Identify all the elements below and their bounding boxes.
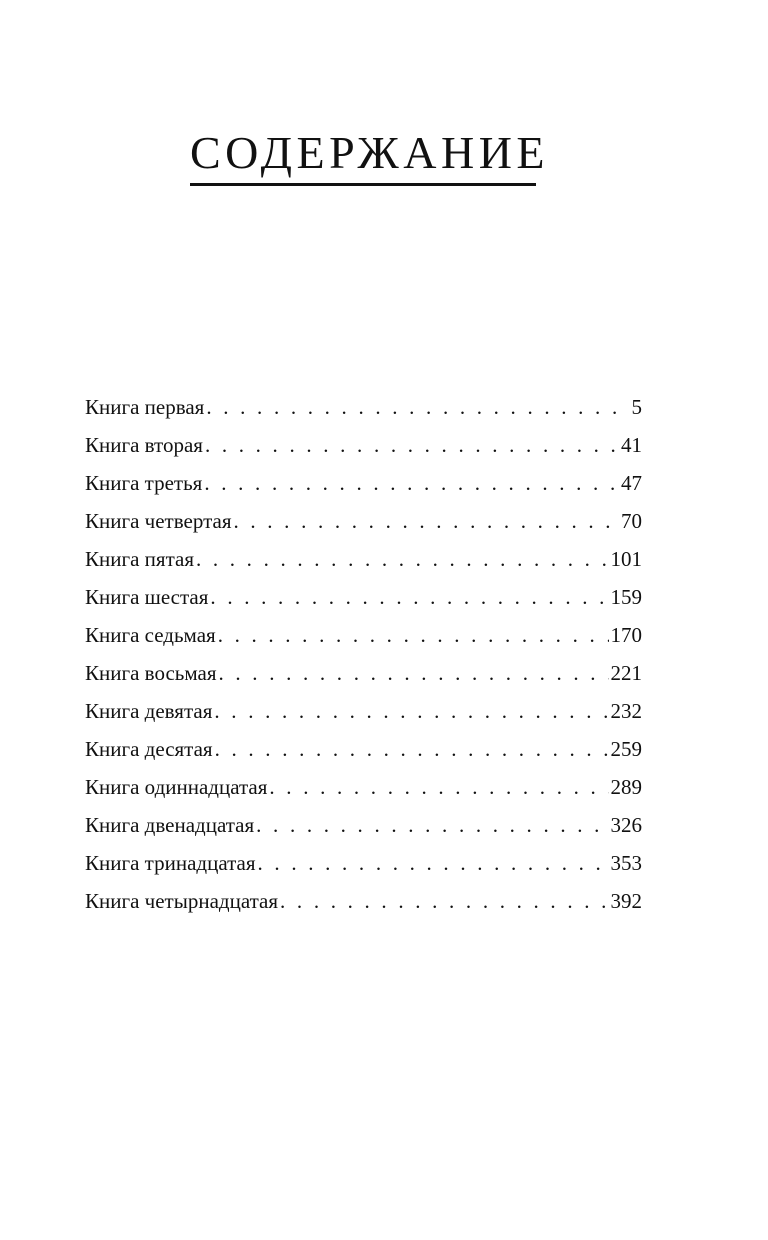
toc-entry-title: Книга седьмая bbox=[85, 623, 216, 647]
toc-entry-title: Книга шестая bbox=[85, 585, 209, 609]
dot-leader bbox=[210, 578, 608, 616]
toc-entry-title: Книга пятая bbox=[85, 547, 194, 571]
toc-entry-title: Книга девятая bbox=[85, 699, 213, 723]
toc-entry-page: 5 bbox=[631, 395, 642, 419]
toc-entry-title: Книга восьмая bbox=[85, 661, 217, 685]
toc-entry-page: 170 bbox=[610, 623, 642, 647]
toc-entry-title: Книга четвертая bbox=[85, 509, 232, 533]
toc-entry[interactable] bbox=[85, 616, 642, 654]
toc-entry[interactable] bbox=[85, 730, 642, 768]
toc-entry-page: 353 bbox=[610, 851, 642, 875]
toc-entry[interactable] bbox=[85, 426, 642, 464]
dot-leader bbox=[196, 540, 609, 578]
dot-leader bbox=[214, 692, 608, 730]
dot-leader bbox=[204, 464, 619, 502]
toc-entry-page: 259 bbox=[610, 737, 642, 761]
table-of-contents bbox=[85, 388, 642, 920]
toc-entry-page: 41 bbox=[621, 433, 642, 457]
toc-entry[interactable] bbox=[85, 464, 642, 502]
toc-entry-page: 326 bbox=[610, 813, 642, 837]
toc-entry[interactable] bbox=[85, 654, 642, 692]
dot-leader bbox=[206, 388, 629, 426]
dot-leader bbox=[233, 502, 619, 540]
toc-entry[interactable] bbox=[85, 768, 642, 806]
page-title: СОДЕРЖАНИЕ bbox=[190, 127, 550, 178]
dot-leader bbox=[280, 882, 608, 920]
toc-entry[interactable] bbox=[85, 882, 642, 920]
toc-entry-title: Книга двенадцатая bbox=[85, 813, 255, 837]
toc-entry-title: Книга десятая bbox=[85, 737, 213, 761]
toc-entry-page: 392 bbox=[610, 889, 642, 913]
toc-entry-title: Книга вторая bbox=[85, 433, 203, 457]
toc-entry-title: Книга тринадцатая bbox=[85, 851, 256, 875]
dot-leader bbox=[258, 844, 609, 882]
dot-leader bbox=[219, 654, 609, 692]
dot-leader bbox=[256, 806, 608, 844]
title-block bbox=[190, 126, 550, 186]
toc-entry[interactable] bbox=[85, 692, 642, 730]
toc-entry[interactable] bbox=[85, 388, 642, 426]
toc-entry-page: 289 bbox=[610, 775, 642, 799]
toc-entry-title: Книга четырнадцатая bbox=[85, 889, 279, 913]
toc-entry-title: Книга одиннадцатая bbox=[85, 775, 268, 799]
toc-entry-page: 101 bbox=[610, 547, 642, 571]
toc-entry[interactable] bbox=[85, 578, 642, 616]
toc-entry[interactable] bbox=[85, 806, 642, 844]
dot-leader bbox=[215, 730, 609, 768]
toc-entry-page: 232 bbox=[610, 699, 642, 723]
toc-entry[interactable] bbox=[85, 844, 642, 882]
toc-entry[interactable] bbox=[85, 502, 642, 540]
toc-entry-title: Книга первая bbox=[85, 395, 205, 419]
toc-entry-page: 47 bbox=[621, 471, 642, 495]
dot-leader bbox=[218, 616, 609, 654]
toc-entry-page: 221 bbox=[610, 661, 642, 685]
toc-entry[interactable] bbox=[85, 540, 642, 578]
toc-entry-title: Книга третья bbox=[85, 471, 203, 495]
dot-leader bbox=[205, 426, 619, 464]
dot-leader bbox=[269, 768, 608, 806]
toc-entry-page: 159 bbox=[610, 585, 642, 609]
toc-entry-page: 70 bbox=[621, 509, 642, 533]
title-underline bbox=[190, 183, 536, 186]
